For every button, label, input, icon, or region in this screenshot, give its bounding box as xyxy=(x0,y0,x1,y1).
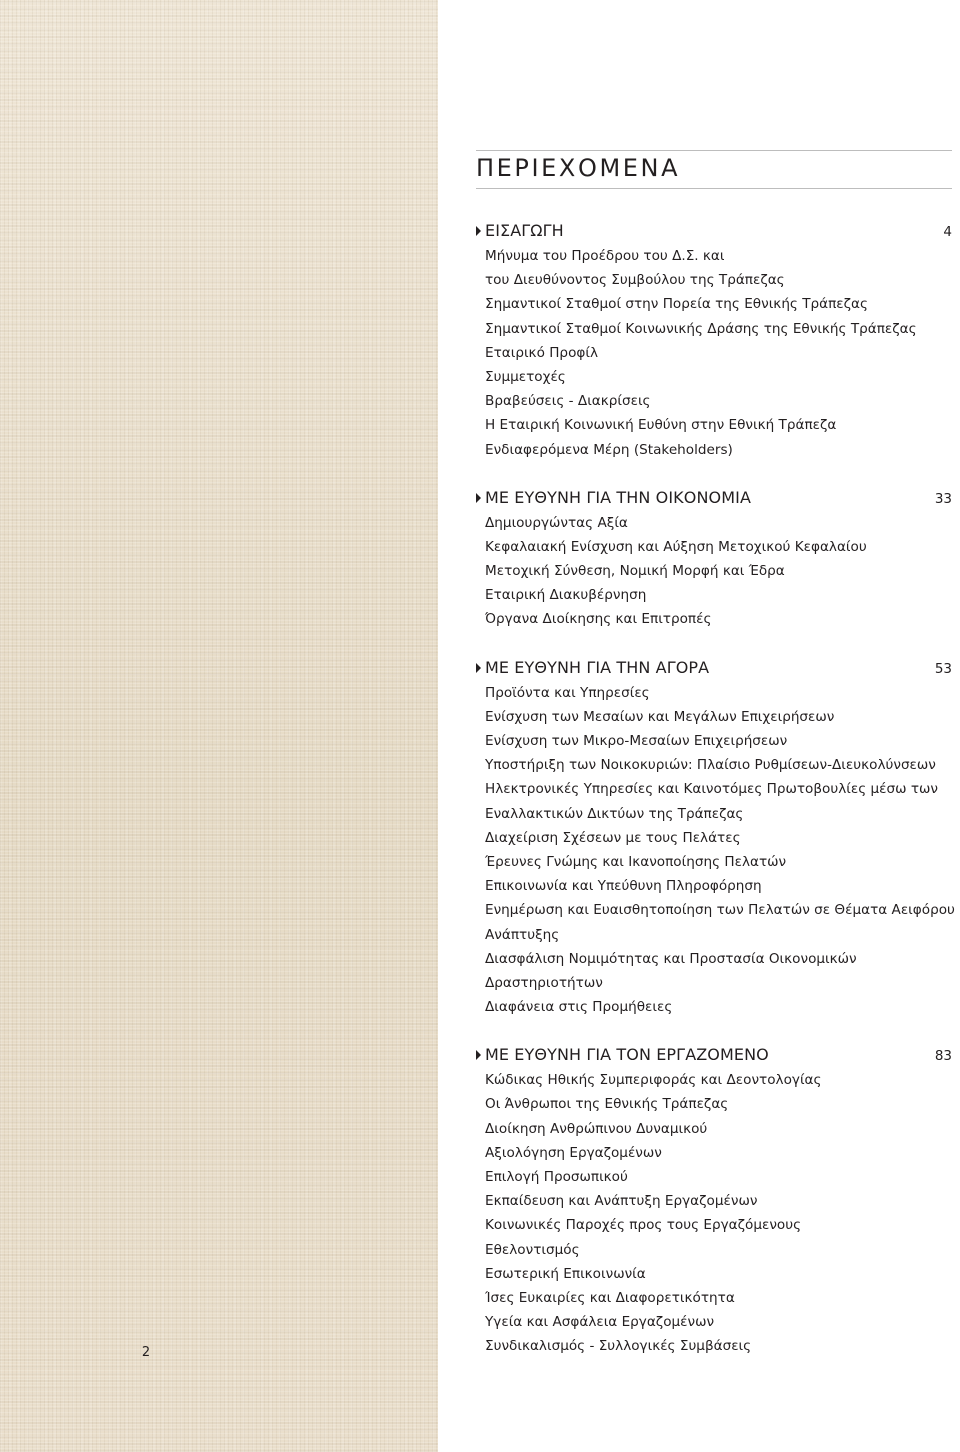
title-bottom-rule xyxy=(476,188,952,189)
toc-section xyxy=(476,218,960,462)
toc-section-title: ΕΙΣΑΓΩΓΗ xyxy=(485,221,564,240)
toc-item[interactable]: Διασφάλιση Νομιμότητας και Προστασία Οικονομικών xyxy=(485,950,857,967)
toc-section xyxy=(476,485,960,632)
toc-sections xyxy=(476,218,960,1382)
toc-section-title: ΜΕ ΕΥΘΥΝΗ ΓΙΑ ΤΗΝ ΟΙΚΟΝΟΜΙΑ xyxy=(485,487,751,507)
toc-item[interactable]: Σημαντικοί Σταθμοί στην Πορεία της Εθνικής Τράπεζας xyxy=(485,296,868,313)
toc-item[interactable]: Η Εταιρική Κοινωνική Ευθύνη στην Εθνική Τράπεζα xyxy=(485,417,837,434)
toc-section-title: ΜΕ ΕΥΘΥΝΗ ΓΙΑ ΤΟΝ ΕΡΓΑΖΟΜΕΝΟ xyxy=(485,1045,769,1065)
toc-item[interactable]: Υποστήριξη των Νοικοκυριών: Πλαίσιο Ρυθμίσεων-Διευκολύνσεων xyxy=(485,757,936,774)
toc-item[interactable]: Διοίκηση Ανθρώπινου Δυναμικού xyxy=(485,1120,708,1137)
toc-item[interactable]: Ίσες Ευκαιρίες και Διαφορετικότητα xyxy=(485,1289,735,1306)
toc-item-list xyxy=(476,244,960,462)
toc-item[interactable]: Διαχείριση Σχέσεων με τους Πελάτες xyxy=(485,829,741,846)
triangle-bullet-icon xyxy=(476,226,481,236)
toc-item[interactable]: Διαφάνεια στις Προμήθειες xyxy=(485,999,673,1016)
toc-item[interactable]: Εταιρικό Προφίλ xyxy=(485,344,598,361)
toc-item[interactable]: Εκπαίδευση και Ανάπτυξη Εργαζομένων xyxy=(485,1193,758,1210)
triangle-bullet-icon xyxy=(476,493,481,503)
toc-item[interactable]: Κεφαλαιακή Ενίσχυση και Αύξηση Μετοχικού Κεφαλαίου xyxy=(485,538,867,555)
toc-item[interactable]: Βραβεύσεις - Διακρίσεις xyxy=(485,393,651,410)
toc-item[interactable]: Ενημέρωση και Ευαισθητοποίηση των Πελατών σε Θέματα Αειφόρου xyxy=(485,902,955,919)
toc-item[interactable]: Επιλογή Προσωπικού xyxy=(485,1169,628,1185)
toc-item[interactable]: Προϊόντα και Υπηρεσίες xyxy=(485,684,650,701)
toc-section xyxy=(476,1042,960,1358)
toc-item[interactable]: Αξιολόγηση Εργαζομένων xyxy=(485,1144,662,1161)
toc-section xyxy=(476,655,960,1020)
title-top-rule xyxy=(476,150,952,151)
toc-item[interactable]: Συμμετοχές xyxy=(485,368,566,385)
toc-item[interactable]: Κοινωνικές Παροχές προς τους Εργαζόμενους xyxy=(485,1217,802,1234)
toc-item[interactable]: Ηλεκτρονικές Υπηρεσίες και Καινοτόμες Πρωτοβουλίες μέσω των xyxy=(485,781,938,798)
toc-item[interactable]: του Διευθύνοντος Συμβούλου της Τράπεζας xyxy=(485,272,785,289)
toc-section-header[interactable] xyxy=(476,218,960,244)
toc-section-title: ΜΕ ΕΥΘΥΝΗ ΓΙΑ ΤΗΝ ΑΓΟΡΑ xyxy=(485,657,710,677)
triangle-bullet-icon xyxy=(476,1050,481,1060)
toc-item[interactable]: Εναλλακτικών Δικτύων της Τράπεζας xyxy=(485,805,744,822)
toc-item[interactable]: Όργανα Διοίκησης και Επιτροπές xyxy=(485,611,712,628)
toc-item[interactable]: Εσωτερική Επικοινωνία xyxy=(485,1265,646,1282)
toc-item[interactable]: Συνδικαλισμός - Συλλογικές Συμβάσεις xyxy=(485,1338,752,1355)
toc-item-list xyxy=(476,511,960,632)
toc-item[interactable]: Έρευνες Γνώμης και Ικανοποίησης Πελατών xyxy=(485,853,787,870)
toc-item[interactable]: Δημιουργώντας Αξία xyxy=(485,514,628,531)
toc-section-header[interactable] xyxy=(476,485,960,511)
triangle-bullet-icon xyxy=(476,663,481,673)
toc-item[interactable]: Επικοινωνία και Υπεύθυνη Πληροφόρηση xyxy=(485,878,762,895)
toc-item[interactable]: Ενίσχυση των Μικρο-Μεσαίων Επιχειρήσεων xyxy=(485,733,788,749)
toc-item[interactable]: Εταιρική Διακυβέρνηση xyxy=(485,587,647,604)
toc-item[interactable]: Ενίσχυση των Μεσαίων και Μεγάλων Επιχειρήσεων xyxy=(485,708,835,725)
toc-item[interactable]: Οι Άνθρωποι της Εθνικής Τράπεζας xyxy=(485,1096,729,1113)
page-title: ΠΕΡΙΕΧΟΜΕΝΑ xyxy=(476,154,681,182)
toc-item[interactable]: Δραστηριοτήτων xyxy=(485,974,603,991)
toc-section-page-number: 53 xyxy=(934,660,952,677)
toc-section-page-number: 4 xyxy=(943,224,952,240)
toc-section-header[interactable] xyxy=(476,1042,960,1068)
toc-item[interactable]: Μετοχική Σύνθεση, Νομική Μορφή και Έδρα xyxy=(485,563,785,580)
toc-item[interactable]: Εθελοντισμός xyxy=(485,1241,580,1258)
toc-item[interactable]: Σημαντικοί Σταθμοί Κοινωνικής Δράσης της Εθνικής Τράπεζας xyxy=(485,320,917,337)
toc-item[interactable]: Κώδικας Ηθικής Συμπεριφοράς και Δεοντολογίας xyxy=(485,1072,822,1089)
toc-item[interactable]: Ενδιαφερόμενα Μέρη (Stakeholders) xyxy=(485,441,733,458)
linen-texture-panel xyxy=(0,0,438,1452)
toc-item[interactable]: Ανάπτυξης xyxy=(485,926,560,943)
toc-item-list xyxy=(476,681,960,1020)
toc-section-page-number: 83 xyxy=(934,1048,952,1065)
toc-item[interactable]: Μήνυμα του Προέδρου του Δ.Σ. και xyxy=(485,248,725,264)
toc-section-page-number: 33 xyxy=(934,490,952,507)
toc-section-header[interactable] xyxy=(476,655,960,681)
toc-item[interactable]: Υγεία και Ασφάλεια Εργαζομένων xyxy=(485,1314,715,1331)
page-number: 2 xyxy=(141,1345,151,1360)
toc-item-list xyxy=(476,1068,960,1358)
